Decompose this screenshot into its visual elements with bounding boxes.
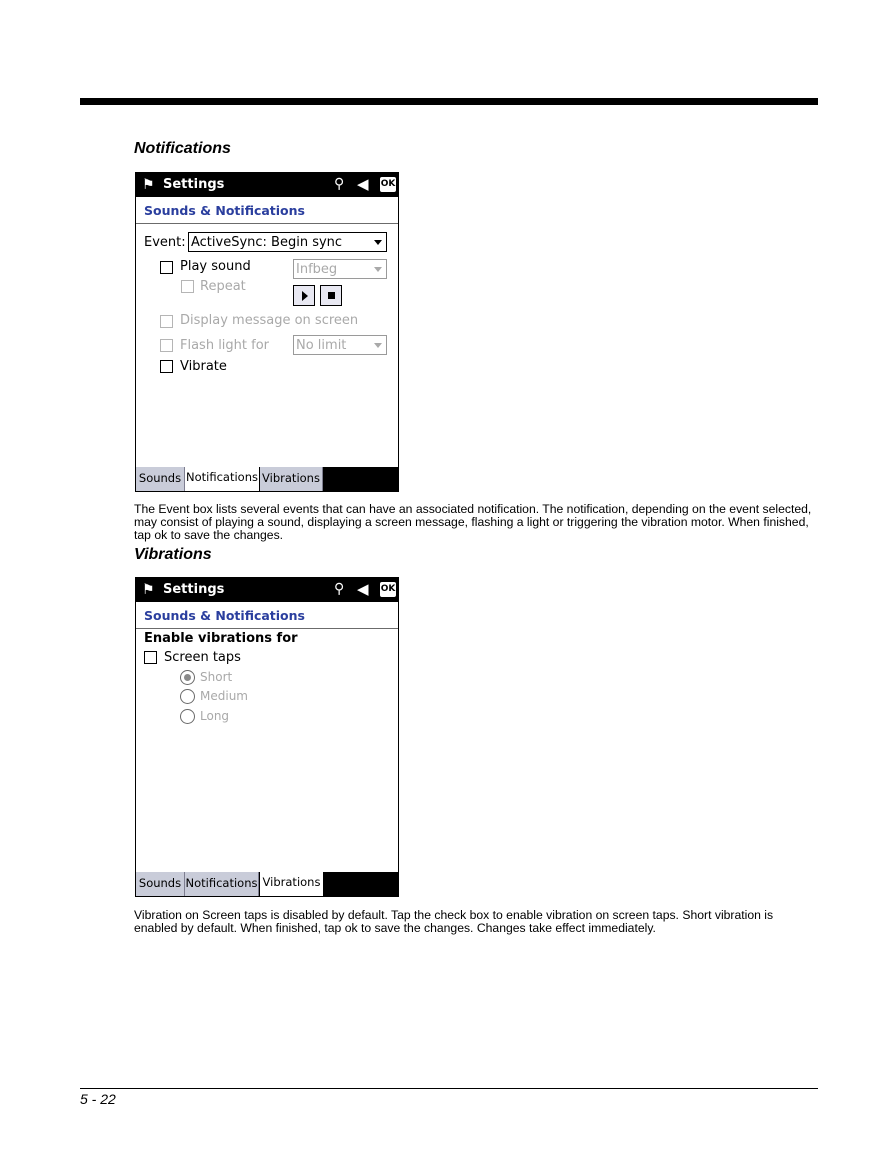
windows-start-icon[interactable]: ⚑ — [142, 582, 155, 598]
play-icon — [302, 291, 308, 301]
radio-medium[interactable] — [180, 689, 195, 704]
connectivity-icon[interactable]: ⚲ — [334, 176, 345, 192]
tab-notifications[interactable]: Notifications — [185, 872, 259, 896]
tab-bar — [136, 872, 398, 896]
stop-button[interactable] — [320, 285, 342, 306]
tab-notifications[interactable]: Notifications — [185, 466, 259, 491]
window-title: Settings — [163, 582, 225, 597]
flash-light-label: Flash light for — [180, 338, 270, 353]
chevron-down-icon — [374, 240, 382, 245]
radio-short-label: Short — [200, 670, 233, 684]
sound-dropdown[interactable] — [293, 259, 387, 279]
radio-long[interactable] — [180, 709, 195, 724]
radio-long-label: Long — [200, 709, 230, 723]
vibrations-screenshot — [135, 577, 399, 897]
vibrate-label: Vibrate — [180, 359, 227, 374]
notifications-description: The Event box lists several events that can have an associated notification. The notification, depending on the event selected, may consist of playing a sound, displaying a screen message, flashing a light or triggering the vibration motor. When finished, tap ok to save the changes. — [134, 502, 812, 542]
display-message-label: Display message on screen — [180, 313, 359, 328]
screen-taps-checkbox[interactable] — [144, 651, 157, 664]
flash-duration-value: No limit — [296, 338, 347, 353]
subheader — [136, 602, 398, 629]
subheader-title: Sounds & Notifications — [144, 203, 305, 218]
volume-muted-icon[interactable]: ◀ — [357, 175, 369, 193]
event-dropdown-value: ActiveSync: Begin sync — [191, 235, 343, 250]
window-title: Settings — [163, 177, 225, 192]
chevron-down-icon — [374, 343, 382, 348]
tab-sounds[interactable]: Sounds — [136, 872, 185, 896]
radio-medium-label: Medium — [200, 689, 248, 703]
ok-button[interactable]: OK — [380, 582, 396, 597]
title-bar — [136, 578, 398, 602]
repeat-checkbox[interactable] — [181, 280, 194, 293]
enable-vibrations-heading: Enable vibrations for — [144, 631, 298, 646]
play-sound-checkbox[interactable] — [160, 261, 173, 274]
radio-short[interactable] — [180, 670, 195, 685]
volume-muted-icon[interactable]: ◀ — [357, 580, 369, 598]
event-dropdown[interactable] — [188, 232, 387, 252]
flash-duration-dropdown[interactable] — [293, 335, 387, 355]
chevron-down-icon — [374, 267, 382, 272]
top-rule — [80, 98, 818, 105]
section-heading-notifications: Notifications — [134, 140, 231, 157]
screen-taps-label: Screen taps — [164, 650, 241, 665]
sound-dropdown-value: Infbeg — [296, 262, 338, 277]
tab-vibrations[interactable]: Vibrations — [260, 871, 323, 896]
tab-vibrations[interactable]: Vibrations — [260, 467, 323, 491]
title-bar — [136, 173, 398, 197]
stop-icon — [328, 292, 335, 299]
subheader — [136, 197, 398, 224]
tab-sounds[interactable]: Sounds — [136, 467, 185, 491]
connectivity-icon[interactable]: ⚲ — [334, 581, 345, 597]
ok-button[interactable]: OK — [380, 177, 396, 192]
flash-light-checkbox[interactable] — [160, 339, 173, 352]
vibrate-checkbox[interactable] — [160, 360, 173, 373]
section-heading-vibrations: Vibrations — [134, 546, 212, 563]
tab-bar — [136, 467, 398, 491]
page-number: 5 - 22 — [80, 1091, 116, 1107]
subheader-title: Sounds & Notifications — [144, 608, 305, 623]
notifications-screenshot — [135, 172, 399, 492]
play-sound-label: Play sound — [180, 259, 251, 274]
event-label: Event: — [144, 235, 186, 250]
bottom-rule — [80, 1088, 818, 1089]
windows-start-icon[interactable]: ⚑ — [142, 177, 155, 193]
play-button[interactable] — [293, 285, 315, 306]
vibrations-description: Vibration on Screen taps is disabled by default. Tap the check box to enable vibration on screen taps. Short vibration is enabled by default. When finished, tap ok to save the changes. Changes take effect immediately. — [134, 908, 774, 935]
display-message-checkbox[interactable] — [160, 315, 173, 328]
repeat-label: Repeat — [200, 279, 246, 294]
